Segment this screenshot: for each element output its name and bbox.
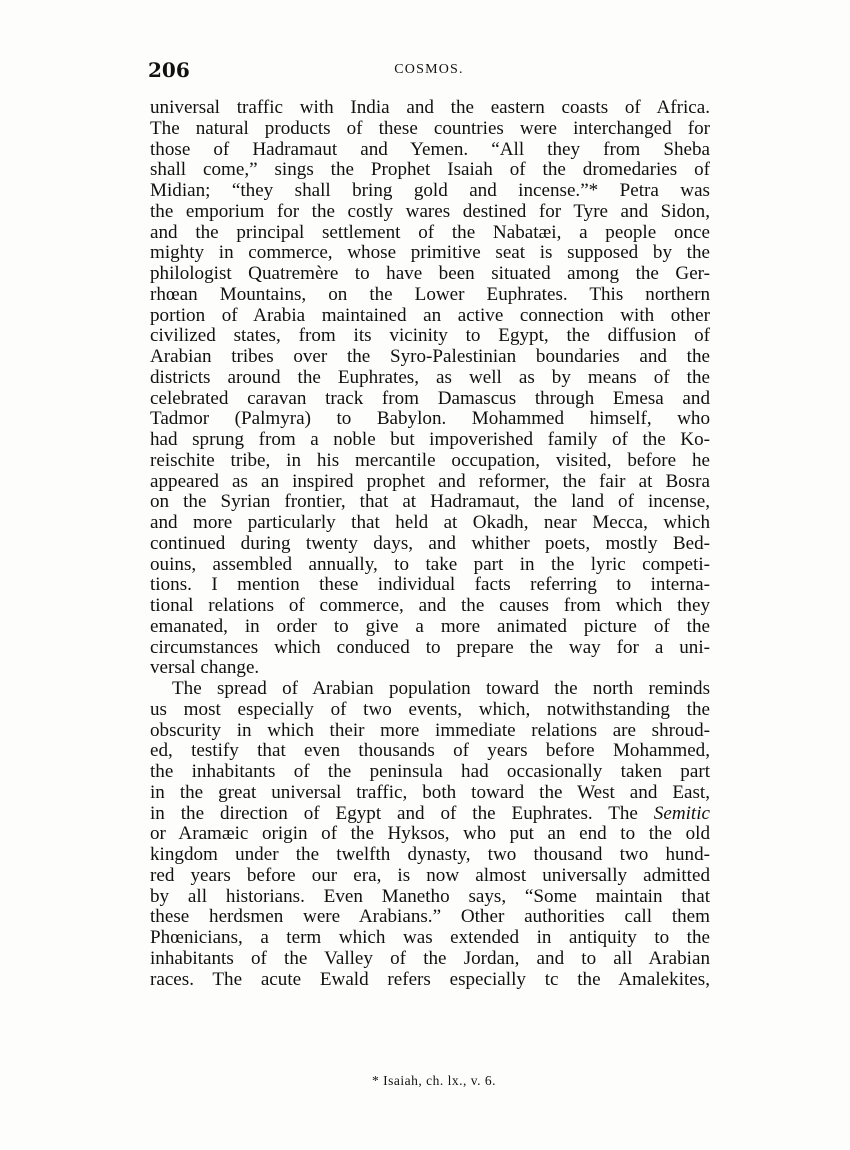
text-line: or Aramæic origin of the Hyksos, who put an end to the old (150, 823, 710, 845)
text-line: rhœan Mountains, on the Lower Euphrates. This northern (150, 283, 710, 305)
text-line: reischite tribe, in his mercantile occupation, visited, before he (150, 449, 710, 471)
text-line: Phœnicians, a term which was extended in antiquity to the (150, 927, 710, 948)
text-line: Midian; “they shall bring gold and incense.”* Petra was (150, 180, 710, 201)
text-line: emanated, in order to give a more animated picture of the (150, 615, 710, 637)
text-line: and more particularly that held at Okadh, near Mecca, which (150, 512, 710, 533)
page-header (148, 58, 710, 88)
text-line: Tadmor (Palmyra) to Babylon. Mohammed himself, who (150, 408, 710, 430)
footnote: * Isaiah, ch. lx., v. 6. (372, 1073, 496, 1088)
text-line: shall come,” sings the Prophet Isaiah of the dromedaries of (150, 159, 710, 181)
text-line: by all historians. Even Manetho says, “Some maintain that (150, 885, 710, 907)
text-line: the inhabitants of the peninsula had occasionally taken part (150, 761, 710, 782)
text-line: inhabitants of the Valley of the Jordan, and to all Arabian (150, 947, 710, 969)
text-line-part: in the direction of Egypt and of the Euphrates. The (150, 802, 638, 824)
text-line: the emporium for the costly wares destined for Tyre and Sidon, (150, 200, 710, 222)
text-line: had sprung from a noble but impoverished family of the Ko- (150, 429, 710, 450)
text-line: Arabian tribes over the Syro-Palestinian boundaries and the (150, 346, 710, 367)
text-line: civilized states, from its vicinity to Egypt, the diffusion of (150, 325, 710, 347)
running-head: COSMOS. (394, 62, 464, 77)
text-line: ed, testify that even thousands of years before Mohammed, (150, 740, 710, 762)
text-line: tions. I mention these individual facts referring to interna- (150, 574, 710, 596)
text-line: districts around the Euphrates, as well as by means of the (150, 366, 710, 388)
text-line: circumstances which conduced to prepare the way for a uni- (150, 636, 710, 658)
text-line: and the principal settlement of the Nabatæi, a people once (150, 221, 710, 243)
text-line: kingdom under the twelfth dynasty, two thousand two hund- (150, 844, 710, 865)
text-line: versal change. (150, 657, 260, 679)
italic-word: Semitic (653, 802, 710, 824)
text-line: us most especially of two events, which, notwithstanding the (150, 698, 710, 720)
text-line: portion of Arabia maintained an active connection with other (150, 304, 710, 326)
text-line: appeared as an inspired prophet and reformer, the fair at Bosra (150, 470, 710, 492)
text-line: races. The acute Ewald refers especially tc the Amalekites, (150, 968, 710, 990)
text-line-with-italic (150, 804, 710, 825)
text-line: red years before our era, is now almost universally admitted (150, 864, 710, 886)
text-line: continued during twenty days, and whither poets, mostly Bed- (150, 532, 710, 554)
body-text (150, 98, 710, 990)
text-line: The natural products of these countries were interchanged for (150, 117, 710, 139)
text-line: mighty in commerce, whose primitive seat is supposed by the (150, 242, 710, 264)
text-line: those of Hadramaut and Yemen. “All they from Sheba (150, 138, 710, 160)
page-number: 206 (148, 58, 190, 82)
text-line: in the great universal traffic, both toward the West and East, (150, 781, 710, 803)
text-line: these herdsmen were Arabians.” Other authorities call them (150, 906, 710, 928)
text-line: universal traffic with India and the eastern coasts of Africa. (150, 97, 710, 118)
text-line: ouins, assembled annually, to take part in the lyric competi- (150, 553, 710, 575)
text-line: tional relations of commerce, and the causes from which they (150, 595, 710, 616)
text-line: on the Syrian frontier, that at Hadramaut, the land of incense, (150, 491, 710, 513)
text-line: The spread of Arabian population toward the north reminds (172, 678, 710, 699)
text-line: philologist Quatremère to have been situated among the Ger- (150, 263, 710, 284)
text-line: obscurity in which their more immediate relations are shroud- (150, 719, 710, 741)
text-line: celebrated caravan track from Damascus through Emesa and (150, 387, 710, 409)
